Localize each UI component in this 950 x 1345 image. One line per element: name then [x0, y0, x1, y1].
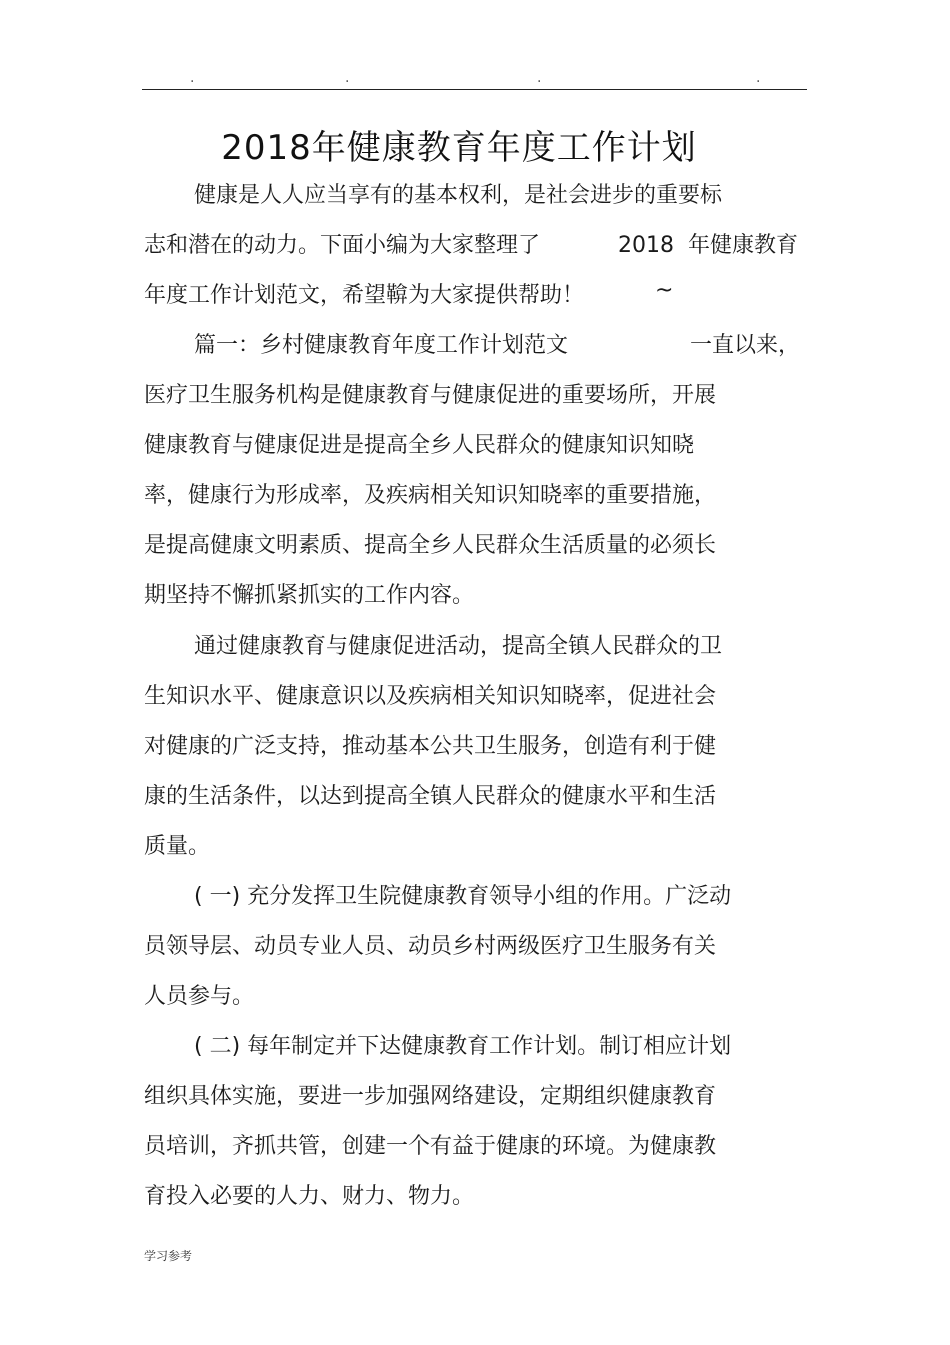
text-line: 是提高健康文明素质、提高全乡人民群众生活质量的必须长 — [144, 533, 717, 558]
text-line: 对健康的广泛支持，推动基本公共卫生服务，创造有利于健 — [144, 734, 717, 759]
text-line: ( 一) 充分发挥卫生院健康教育领导小组的作用。广泛动 — [194, 884, 732, 909]
text-line: ( 二) 每年制定并下达健康教育工作计划。制订相应计划 — [194, 1034, 732, 1059]
header-dot: . — [537, 70, 542, 86]
text-line: 健康是人人应当享有的基本权利，是社会进步的重要标 — [194, 183, 723, 208]
text-line: ~ — [655, 278, 674, 303]
header-dot: . — [345, 70, 350, 86]
text-line: 员培训，齐抓共管，创建一个有益于健康的环境。为健康教 — [144, 1134, 717, 1159]
text-line: 康的生活条件，以达到提高全镇人民群众的健康水平和生活 — [144, 784, 717, 809]
text-line: 生知识水平、健康意识以及疾病相关知识知晓率，促进社会 — [144, 684, 717, 709]
text-line: 通过健康教育与健康促进活动，提高全镇人民群众的卫 — [194, 634, 723, 659]
text-line: 人员参与。 — [144, 984, 255, 1009]
header-dot: . — [190, 70, 195, 86]
text-line: 一直以来， — [690, 333, 801, 358]
page-header — [0, 0, 950, 90]
text-line: 健康教育与健康促进是提高全乡人民群众的健康知识知晓 — [144, 433, 695, 458]
text-line: 期坚持不懈抓紧抓实的工作内容。 — [144, 583, 475, 608]
page-footer: 学习参考 — [144, 1249, 193, 1263]
text-line: 率，健康行为形成率，及疾病相关知识知晓率的重要措施， — [144, 483, 717, 508]
document-title: 2018年健康教育年度工作计划 — [221, 128, 697, 168]
text-line: 医疗卫生服务机构是健康教育与健康促进的重要场所，开展 — [144, 383, 717, 408]
text-line: 志和潜在的动力。下面小编为大家整理了 — [144, 233, 541, 258]
section-heading: 篇一：乡村健康教育年度工作计划范文 — [194, 333, 569, 358]
header-dot: . — [756, 70, 761, 86]
text-line: 质量。 — [144, 834, 211, 859]
text-line: 年度工作计划范文，希望鞥为大家提供帮助！ — [144, 283, 585, 308]
header-divider — [142, 89, 807, 90]
text-line: 2018 年健康教育 — [618, 233, 798, 258]
text-line: 育投入必要的人力、财力、物力。 — [144, 1184, 475, 1209]
text-line: 组织具体实施，要进一步加强网络建设，定期组织健康教育 — [144, 1084, 717, 1109]
text-line: 员领导层、动员专业人员、动员乡村两级医疗卫生服务有关 — [144, 934, 717, 959]
